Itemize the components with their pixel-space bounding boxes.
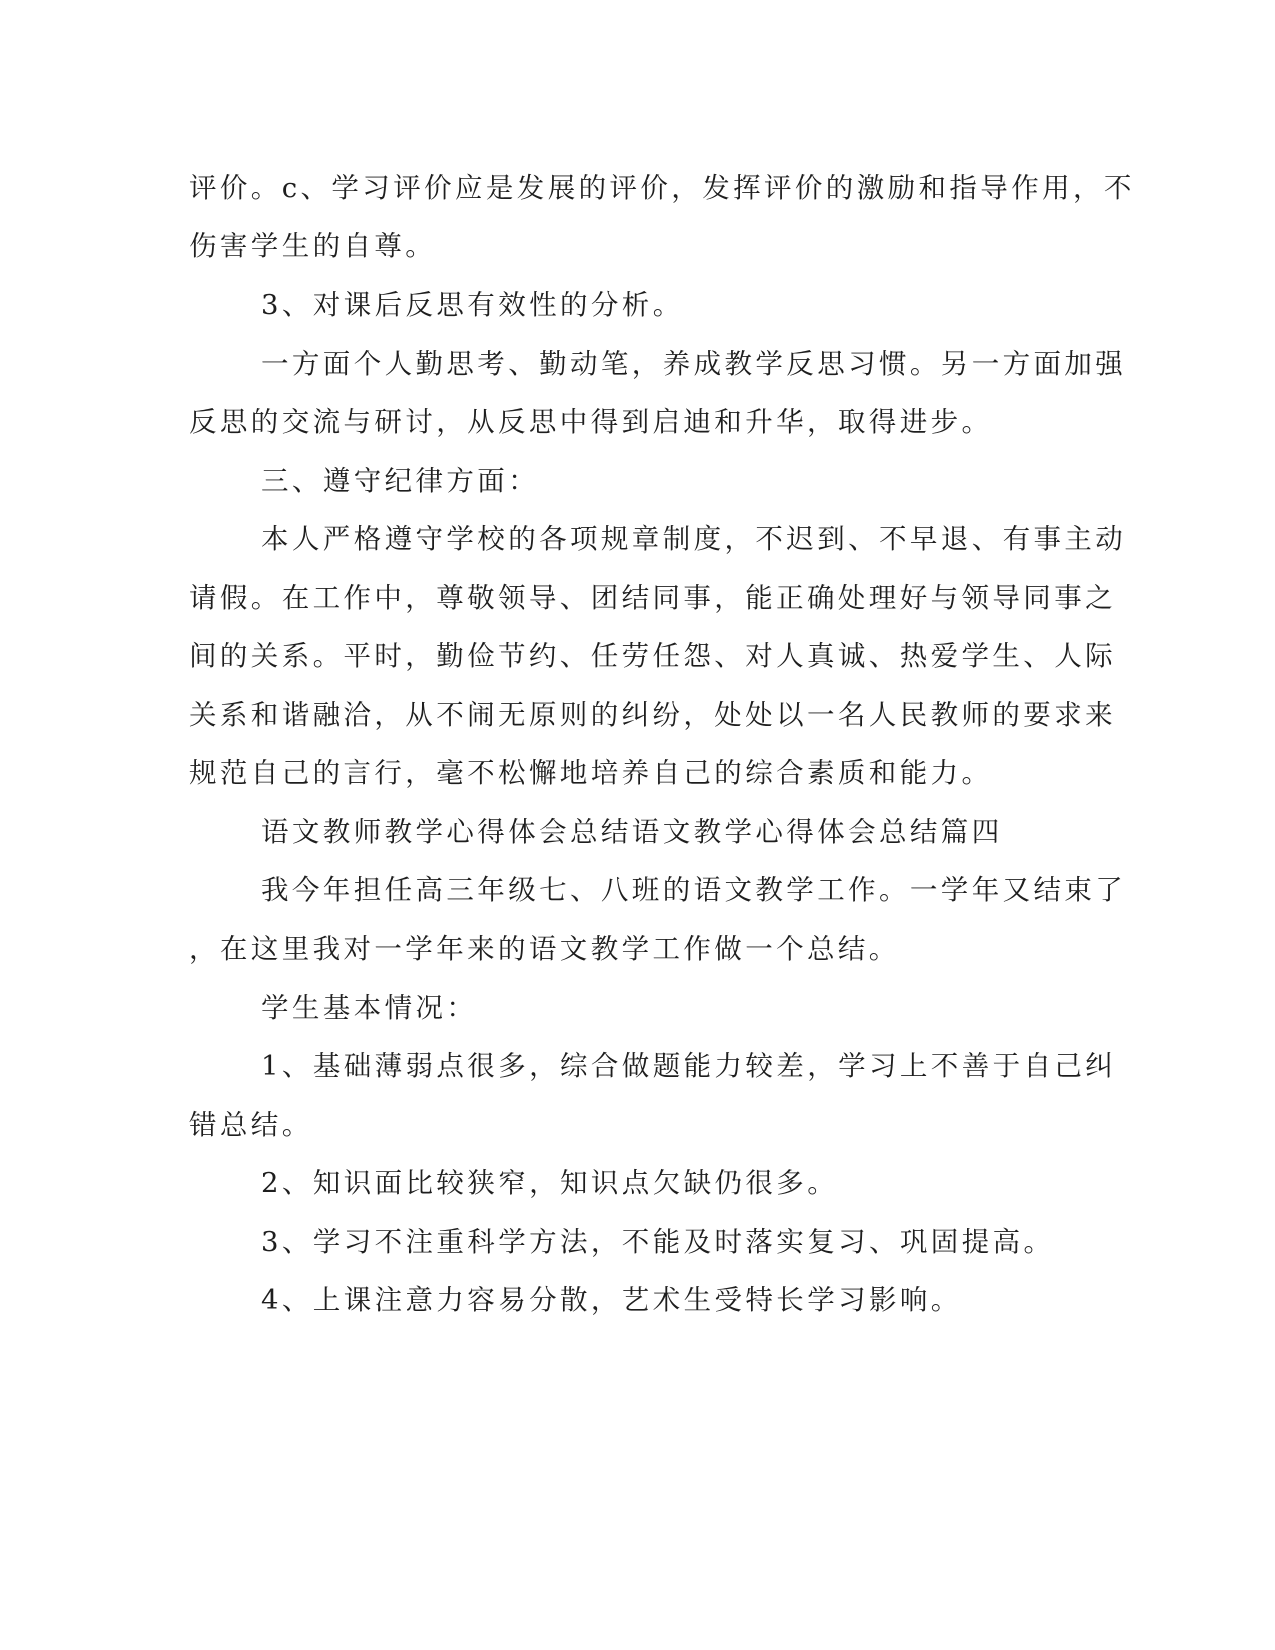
text-line: 评价。c、学习评价应是发展的评价，发挥评价的激励和指导作用，不 <box>189 172 1135 204</box>
text-line: 3、对课后反思有效性的分析。 <box>261 289 684 321</box>
section-heading: 学生基本情况： <box>261 992 478 1024</box>
text-line: 伤害学生的自尊。 <box>189 230 437 262</box>
list-item: 4、上课注意力容易分散，艺术生受特长学习影响。 <box>261 1284 962 1316</box>
text-line: 一方面个人勤思考、勤动笔，养成教学反思习惯。另一方面加强 <box>261 348 1127 380</box>
text-line: ，在这里我对一学年来的语文教学工作做一个总结。 <box>189 933 900 965</box>
text-line: 本人严格遵守学校的各项规章制度，不迟到、不早退、有事主动 <box>261 523 1127 555</box>
text-line: 我今年担任高三年级七、八班的语文教学工作。一学年又结束了 <box>261 874 1127 906</box>
text-line: 间的关系。平时，勤俭节约、任劳任怨、对人真诚、热爱学生、人际 <box>189 640 1116 672</box>
list-item: 2、知识面比较狭窄，知识点欠缺仍很多。 <box>261 1167 839 1199</box>
text-line: 关系和谐融洽，从不闹无原则的纠纷，处处以一名人民教师的要求来 <box>189 699 1116 731</box>
list-item: 1、基础薄弱点很多，综合做题能力较差，学习上不善于自己纠 <box>261 1050 1117 1082</box>
list-item: 3、学习不注重科学方法，不能及时落实复习、巩固提高。 <box>261 1226 1055 1258</box>
text-line: 规范自己的言行，毫不松懈地培养自己的综合素质和能力。 <box>189 757 993 789</box>
text-line: 错总结。 <box>189 1109 313 1141</box>
section-title: 语文教师教学心得体会总结语文教学心得体会总结篇四 <box>261 816 1003 848</box>
section-heading: 三、遵守纪律方面： <box>261 465 540 497</box>
text-line: 请假。在工作中，尊敬领导、团结同事，能正确处理好与领导同事之 <box>189 582 1116 614</box>
text-line: 反思的交流与研讨，从反思中得到启迪和升华，取得进步。 <box>189 406 993 438</box>
